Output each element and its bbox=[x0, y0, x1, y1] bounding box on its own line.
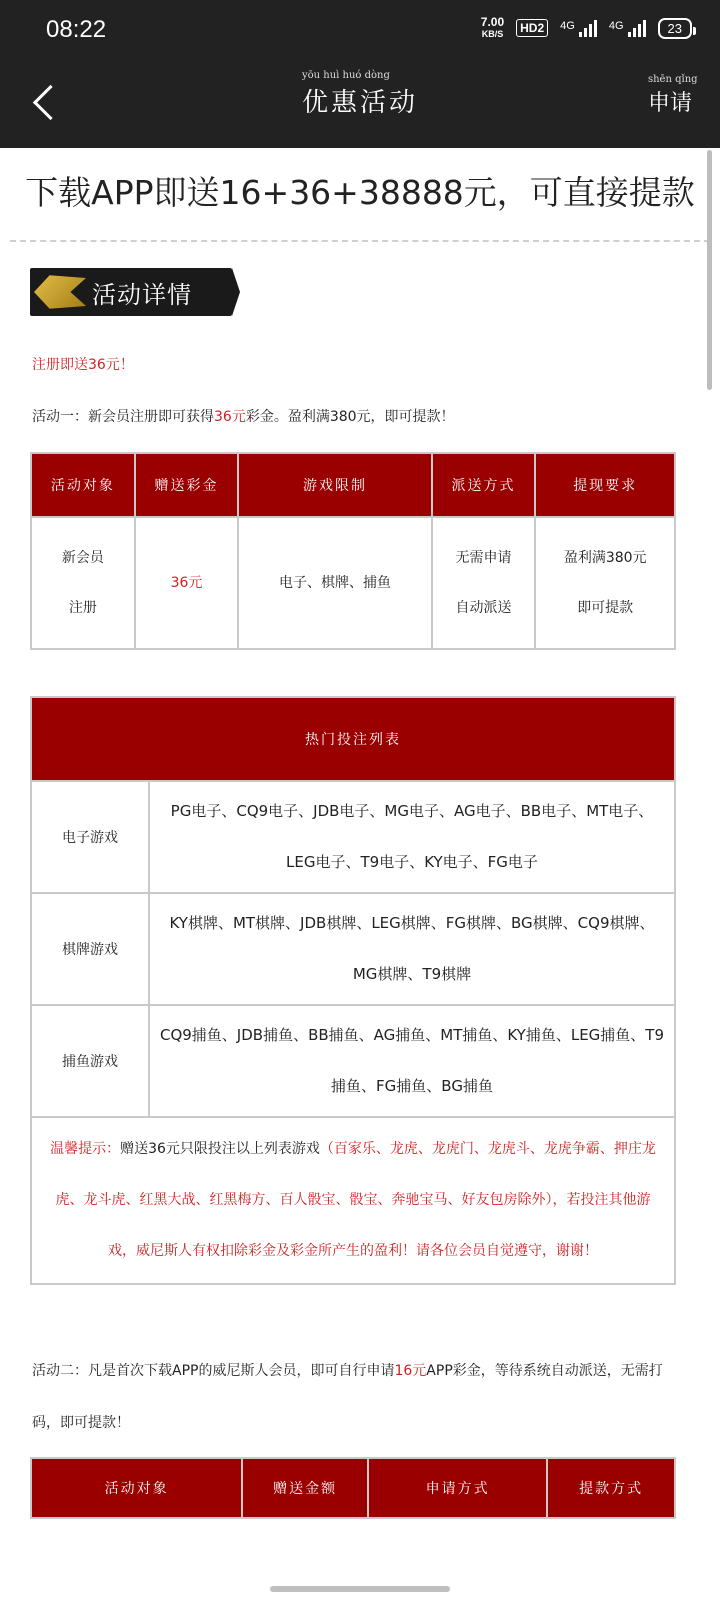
scrollbar[interactable] bbox=[707, 150, 712, 390]
eagle-emblem-icon bbox=[34, 272, 86, 312]
cell-target bbox=[31, 517, 135, 649]
cell-delivery-line2: 自动派送 bbox=[455, 600, 512, 616]
page-title-text: 优惠活动 bbox=[301, 88, 418, 118]
table-row bbox=[31, 1005, 675, 1117]
network-speed-unit: KB/S bbox=[481, 29, 504, 39]
header-target: 活动对象 bbox=[31, 1458, 242, 1518]
category-electronic: 电子游戏 bbox=[31, 781, 149, 893]
cell-delivery bbox=[432, 517, 536, 649]
status-time: 08:22 bbox=[46, 16, 107, 43]
apply-button[interactable] bbox=[647, 74, 698, 117]
header-delivery: 派送方式 bbox=[432, 453, 536, 517]
tip-label: 温馨提示： bbox=[50, 1141, 121, 1157]
table-header-row bbox=[31, 697, 675, 781]
cell-delivery-line1: 无需申请 bbox=[455, 550, 512, 566]
register-note: 注册即送36元！ bbox=[32, 357, 134, 373]
table-header-row bbox=[31, 1458, 675, 1518]
category-chess: 棋牌游戏 bbox=[31, 893, 149, 1005]
promo-headline: 下载APP即送16+36+38888元，可直接提款 bbox=[25, 173, 695, 212]
header-withdraw-method: 提款方式 bbox=[547, 1458, 675, 1518]
home-indicator[interactable] bbox=[270, 1586, 450, 1592]
activity-one-text bbox=[32, 406, 690, 428]
signal-icon-2 bbox=[609, 20, 646, 37]
cell-games: 电子、棋牌、捕鱼 bbox=[238, 517, 431, 649]
table-row bbox=[31, 517, 675, 649]
cell-target-line1: 新会员 bbox=[61, 550, 104, 566]
apply-pinyin: shēn qǐng bbox=[647, 74, 698, 85]
activity-details-badge bbox=[30, 268, 232, 316]
games-fishing: CQ9捕鱼、JDB捕鱼、BB捕鱼、AG捕鱼、MT捕鱼、KY捕鱼、LEG捕鱼、T9捕鱼、FG捕鱼、BG捕鱼 bbox=[149, 1005, 675, 1117]
signal-icon bbox=[560, 20, 597, 37]
activity-two-suffix: APP彩金，等待系统自动派送，无需打码，即可提款！ bbox=[32, 1363, 663, 1431]
header-apply-method: 申请方式 bbox=[368, 1458, 547, 1518]
table-header-row bbox=[31, 453, 675, 517]
activity-one-amount: 36元 bbox=[214, 409, 246, 425]
dashed-divider bbox=[10, 240, 710, 242]
table-row bbox=[31, 1117, 675, 1284]
activity-one-prefix: 活动一：新会员注册即可获得 bbox=[32, 409, 214, 425]
activity-two-amount: 16元 bbox=[394, 1363, 427, 1379]
cell-withdraw-line1: 盈利满380元 bbox=[563, 550, 647, 566]
network-speed bbox=[481, 16, 504, 40]
badge-label: 活动详情 bbox=[92, 280, 192, 309]
header-withdraw: 提现要求 bbox=[535, 453, 675, 517]
games-electronic: PG电子、CQ9电子、JDB电子、MG电子、AG电子、BB电子、MT电子、LEG电子、T9电子、KY电子、FG电子 bbox=[149, 781, 675, 893]
activity-two-text bbox=[32, 1345, 690, 1449]
title-bar bbox=[0, 62, 720, 148]
status-bar bbox=[0, 0, 720, 62]
app-header bbox=[0, 0, 720, 148]
network-speed-value: 7.00 bbox=[480, 15, 505, 29]
activity-one-suffix: 彩金。盈利满380元，即可提款！ bbox=[245, 409, 455, 425]
cell-target-line2: 注册 bbox=[68, 600, 97, 616]
hd-voice-icon: HD2 bbox=[516, 19, 548, 37]
signal-label: 4G bbox=[560, 19, 575, 32]
promo-content[interactable] bbox=[0, 148, 720, 1600]
header-game-limit: 游戏限制 bbox=[238, 453, 431, 517]
status-icons bbox=[481, 16, 692, 40]
activity-two-table bbox=[30, 1457, 676, 1519]
cell-withdraw-line2: 即可提款 bbox=[577, 600, 634, 616]
header-bonus: 赠送彩金 bbox=[135, 453, 239, 517]
tip-rest: （百家乐、龙虎、龙虎门、龙虎斗、龙虎争霸、押庄龙虎、龙斗虎、红黑大战、红黑梅方、百人骰宝、骰宝、奔驰宝马、好友包房除外），若投注其他游戏，威尼斯人有权扣除彩金及彩金所产生的盈利！请各位会员自觉遵守，谢谢！ bbox=[55, 1141, 656, 1259]
cell-withdraw bbox=[535, 517, 675, 649]
tip-plain: 赠送36元只限投注以上列表游戏 bbox=[120, 1141, 320, 1157]
hot-bet-header: 热门投注列表 bbox=[31, 697, 675, 781]
title-pinyin: yōu huì huó dòng bbox=[301, 70, 390, 81]
activity-two-prefix: 活动二：凡是首次下载APP的威尼斯人会员，即可自行申请 bbox=[32, 1363, 395, 1379]
signal-label-2: 4G bbox=[608, 19, 624, 32]
apply-label: 申请 bbox=[647, 91, 692, 116]
header-amount: 赠送金额 bbox=[242, 1458, 368, 1518]
table-row bbox=[31, 893, 675, 1005]
table-row bbox=[31, 781, 675, 893]
category-fishing: 捕鱼游戏 bbox=[31, 1005, 149, 1117]
warm-tip bbox=[31, 1117, 675, 1284]
activity-one-table bbox=[30, 452, 676, 650]
cell-bonus: 36元 bbox=[135, 517, 239, 649]
battery-icon: 23 bbox=[658, 18, 692, 39]
hot-bet-table bbox=[30, 696, 676, 1285]
games-chess: KY棋牌、MT棋牌、JDB棋牌、LEG棋牌、FG棋牌、BG棋牌、CQ9棋牌、MG棋牌、T9棋牌 bbox=[149, 893, 675, 1005]
header-target: 活动对象 bbox=[31, 453, 135, 517]
